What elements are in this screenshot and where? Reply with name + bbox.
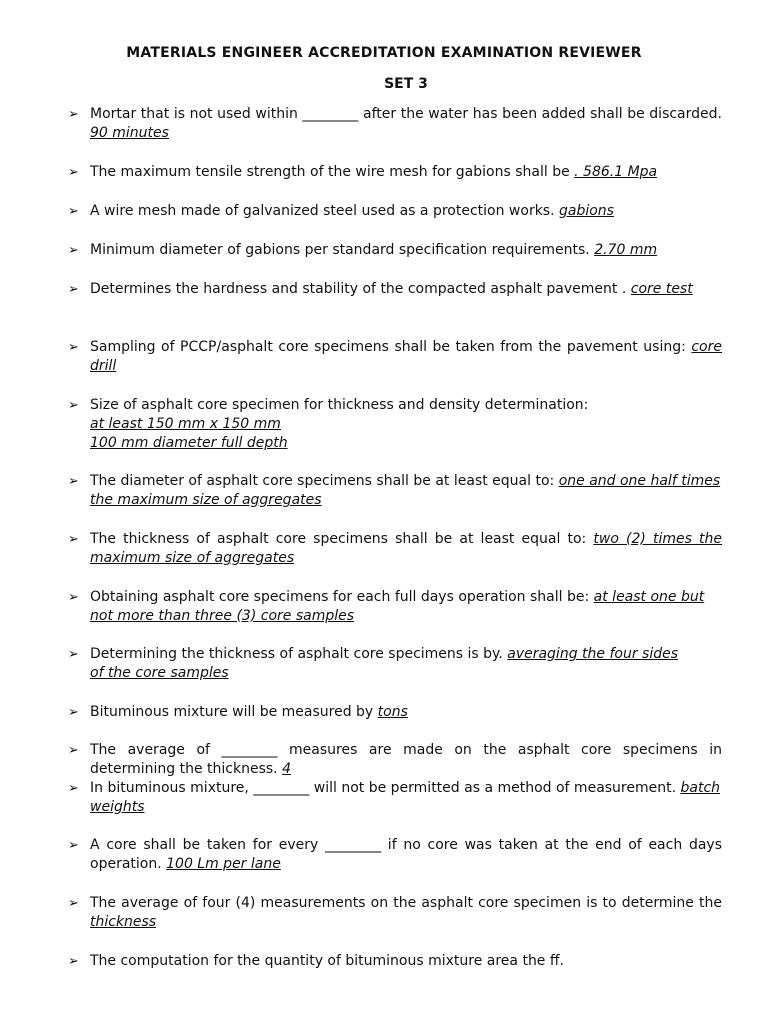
question-text: In bituminous mixture, ________ will not be permitted as a method of measurement. (90, 780, 681, 796)
arrow-bullet-icon: ➢ (68, 165, 79, 180)
question-text: Size of asphalt core specimen for thickness and density determination: (90, 397, 589, 413)
question-text: The computation for the quantity of bituminous mixture area the ff. (90, 953, 564, 969)
answer-text: averaging the four sides of the core samples (90, 646, 679, 681)
answer-text: thickness (90, 914, 157, 930)
question-text: Determines the hardness and stability of the compacted asphalt pavement . (90, 281, 631, 297)
list-item (68, 741, 722, 779)
question-text: Sampling of PCCP/asphalt core specimens shall be taken from the pavement using: (90, 339, 692, 355)
set-label: SET 3 (384, 76, 428, 92)
list-item (68, 588, 722, 626)
answer-text: 90 minutes (90, 125, 169, 141)
question-text: Obtaining asphalt core specimens for each full days operation shall be: (90, 589, 594, 605)
answer-text: batch weights (90, 780, 721, 815)
question-text: A wire mesh made of galvanized steel used as a protection works. (90, 203, 559, 219)
arrow-bullet-icon: ➢ (68, 107, 79, 122)
arrow-bullet-icon: ➢ (68, 282, 79, 297)
list-item (68, 280, 722, 299)
question-text: A core shall be taken for every ________ if no core was taken at the end of each days operation. (90, 837, 722, 872)
arrow-bullet-icon: ➢ (68, 647, 79, 662)
question-text: Minimum diameter of gabions per standard specification requirements. (90, 242, 595, 258)
arrow-bullet-icon: ➢ (68, 743, 79, 758)
arrow-bullet-icon: ➢ (68, 204, 79, 219)
answer-text: 100 Lm per lane (166, 856, 281, 872)
answer-text: tons (377, 704, 408, 720)
question-text: The thickness of asphalt core specimens shall be at least equal to: (90, 531, 594, 547)
arrow-bullet-icon: ➢ (68, 398, 79, 413)
question-text: The maximum tensile strength of the wire mesh for gabions shall be (90, 164, 575, 180)
list-item (68, 530, 722, 568)
answer-text: two (2) times the maximum size of aggregates (90, 531, 722, 566)
list-item (68, 894, 722, 932)
question-text: Mortar that is not used within ________ after the water has been added shall be discarded. (90, 106, 722, 122)
answer-text: core drill (90, 339, 722, 374)
answer-text: 2.70 mm (594, 242, 658, 258)
answer-text: 4 (282, 761, 291, 777)
arrow-bullet-icon: ➢ (68, 781, 79, 796)
arrow-bullet-icon: ➢ (68, 532, 79, 547)
arrow-bullet-icon: ➢ (68, 954, 79, 969)
answer-text: . 586.1 Mpa (574, 164, 658, 180)
list-item (68, 779, 722, 817)
arrow-bullet-icon: ➢ (68, 243, 79, 258)
arrow-bullet-icon: ➢ (68, 838, 79, 853)
list-item (68, 396, 722, 453)
list-item (68, 241, 722, 260)
arrow-bullet-icon: ➢ (68, 590, 79, 605)
list-item (68, 952, 722, 971)
question-text: Determining the thickness of asphalt core specimens is by. (90, 646, 508, 662)
list-item (68, 105, 722, 143)
answer-text: at least 150 mm x 150 mm (90, 416, 281, 432)
question-text: Bituminous mixture will be measured by (90, 704, 378, 720)
list-item (68, 836, 722, 874)
list-item (68, 472, 722, 510)
page-title: MATERIALS ENGINEER ACCREDITATION EXAMINATION REVIEWER (126, 45, 642, 61)
arrow-bullet-icon: ➢ (68, 474, 79, 489)
arrow-bullet-icon: ➢ (68, 340, 79, 355)
arrow-bullet-icon: ➢ (68, 705, 79, 720)
question-text: The average of four (4) measurements on the asphalt core specimen is to determine the (90, 895, 722, 911)
arrow-bullet-icon: ➢ (68, 896, 79, 911)
question-text: The average of ________ measures are made on the asphalt core specimens in determining the thickness. (90, 742, 722, 777)
answer-text: one and one half times the maximum size of aggregates (90, 473, 721, 508)
answer-text: at least one but not more than three (3) core samples (90, 589, 705, 624)
list-item (68, 202, 722, 221)
answer-text: core test (630, 281, 693, 297)
list-item (68, 703, 722, 722)
answer-text: 100 mm diameter full depth (90, 435, 288, 451)
list-item (68, 645, 690, 683)
list-item (68, 338, 722, 376)
question-text: The diameter of asphalt core specimens shall be at least equal to: (90, 473, 559, 489)
list-item (68, 163, 722, 182)
answer-text: gabions (559, 203, 614, 219)
